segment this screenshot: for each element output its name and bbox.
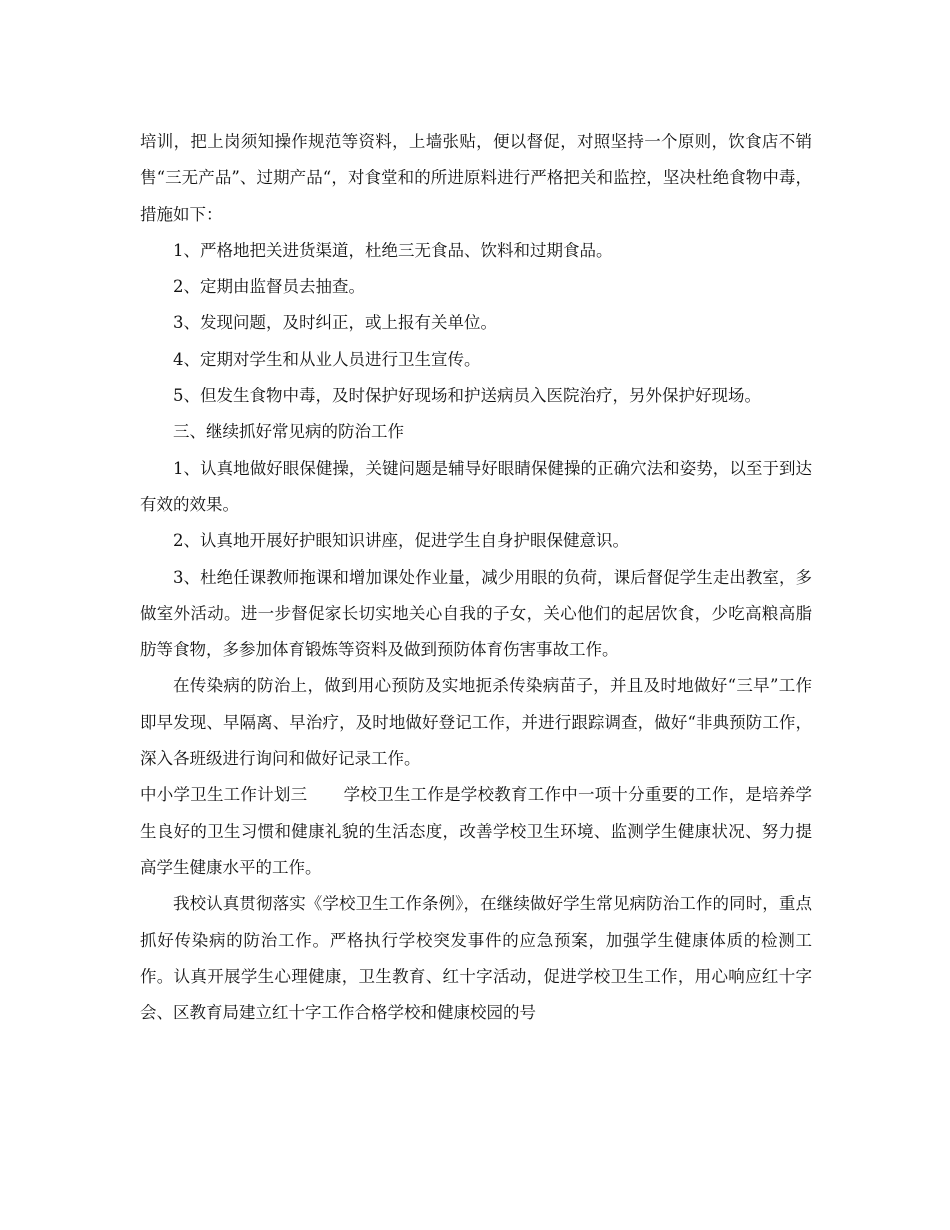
document-page [140, 124, 812, 1031]
measure-item-3: 3、发现问题，及时纠正，或上报有关单位。 [173, 313, 497, 333]
measure-item-2: 2、定期由监督员去抽查。 [173, 277, 365, 297]
plan-three-text: 学校卫生工作是学校教育工作中一项十分重要的工作，是培养学生良好的卫生习惯和健康礼貌的生活态度，改善学校卫生环境、监测学生健康状况、努力提高学生健康水平的工作。 [140, 785, 813, 877]
eye-care-item-2: 2、认真地开展好护眼知识讲座，促进学生自身护眼保健意识。 [173, 531, 629, 551]
section-heading-3: 三、继续抓好常见病的防治工作 [173, 422, 404, 442]
measure-item-1: 1、严格地把关进货渠道，杜绝三无食品、饮料和过期食品。 [173, 240, 613, 260]
final-paragraph: 我校认真贯彻落实《学校卫生工作条例》，在继续做好学生常见病防治工作的同时，重点抓好传染病的防治工作。严格执行学校突发事件的应急预案，加强学生健康体质的检测工作。认真开展学生心理健康，卫生教育、红十字活动，促进学校卫生工作，用心响应红十字会、区教育局建立红十字工作合格学校和健康校园的号 [140, 894, 812, 1023]
measure-item-5: 5、但发生食物中毒，及时保护好现场和护送病员入医院治疗，另外保护好现场。 [173, 386, 761, 406]
plan-three-paragraph [140, 777, 812, 886]
eye-care-item-1: 1、认真地做好眼保健操，关键问题是辅导好眼睛保健操的正确穴法和姿势，以至于到达有效的效果。 [140, 458, 812, 514]
paragraph-intro: 培训，把上岗须知操作规范等资料，上墙张贴，便以督促，对照坚持一个原则，饮食店不销售“三无产品”、过期产品“，对食堂和的所进原料进行严格把关和监控，坚决杜绝食物中毒，措施如下： [140, 132, 812, 224]
measure-item-4: 4、定期对学生和从业人员进行卫生宣传。 [173, 349, 481, 369]
eye-care-item-3: 3、杜绝任课教师拖课和增加课处作业量，减少用眼的负荷，课后督促学生走出教室，多做室外活动。进一步督促家长切实地关心自我的子女，关心他们的起居饮食，少吃高粮高脂肪等食物，多参加体育锻炼等资料及做到预防体育伤害事故工作。 [140, 567, 812, 660]
infectious-disease-paragraph: 在传染病的防治上，做到用心预防及实地扼杀传染病苗子，并且及时地做好“三早”工作即早发现、早隔离、早治疗，及时地做好登记工作，并进行跟踪调查，做好“非典预防工作，深入各班级进行询问和做好记录工作。 [140, 676, 812, 769]
plan-three-title: 中小学卫生工作计划三 [140, 785, 308, 805]
